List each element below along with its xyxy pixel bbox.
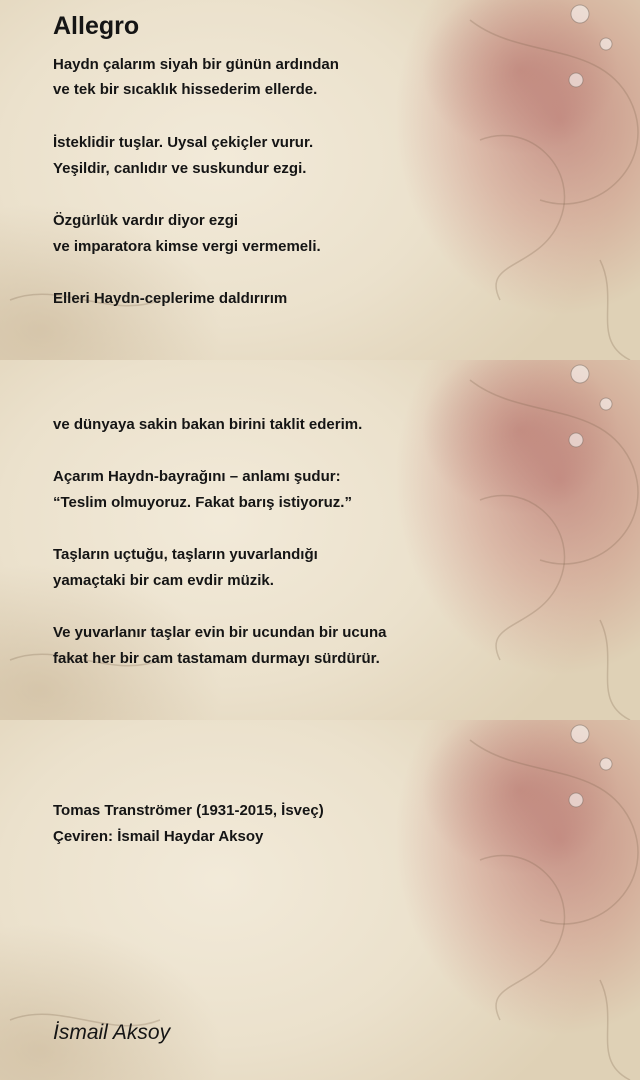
poem-line: Haydn çalarım siyah bir günün ardından bbox=[53, 56, 339, 73]
poem-line: Açarım Haydn-bayrağını – anlamı şudur: bbox=[53, 468, 341, 485]
poem-line: ve imparatora kimse vergi vermemeli. bbox=[53, 238, 321, 255]
author-credit: Tomas Tranströmer (1931-2015, İsveç) bbox=[53, 802, 324, 819]
poem-line: yamaçtaki bir cam evdir müzik. bbox=[53, 572, 274, 589]
poem-line: “Teslim olmuyoruz. Fakat barış istiyoruz.” bbox=[53, 494, 352, 511]
poem-line: İsteklidir tuşlar. Uysal çekiçler vurur. bbox=[53, 134, 314, 151]
translator-credit: Çeviren: İsmail Haydar Aksoy bbox=[53, 828, 264, 845]
poem-line: Yeşildir, canlıdır ve suskundur ezgi. bbox=[53, 160, 307, 177]
poem-line: Taşların uçtuğu, taşların yuvarlandığı bbox=[53, 546, 318, 563]
poem-panel-1 bbox=[0, 0, 640, 360]
poem-title: Allegro bbox=[53, 12, 140, 40]
poem-line: ve dünyaya sakin bakan birini taklit ederim. bbox=[53, 416, 363, 433]
poem-line: Ve yuvarlanır taşlar evin bir ucundan bir ucuna bbox=[53, 624, 387, 641]
poem-panel-2 bbox=[0, 360, 640, 720]
signature: İsmail Aksoy bbox=[53, 1021, 171, 1044]
poem-line: Özgürlük vardır diyor ezgi bbox=[53, 212, 239, 229]
poem-panel-3 bbox=[0, 720, 640, 1080]
poem-line: Elleri Haydn-ceplerime daldırırım bbox=[53, 290, 288, 307]
poem-line: fakat her bir cam tastamam durmayı sürdürür. bbox=[53, 650, 380, 667]
poem-line: ve tek bir sıcaklık hissederim ellerde. bbox=[53, 81, 318, 98]
